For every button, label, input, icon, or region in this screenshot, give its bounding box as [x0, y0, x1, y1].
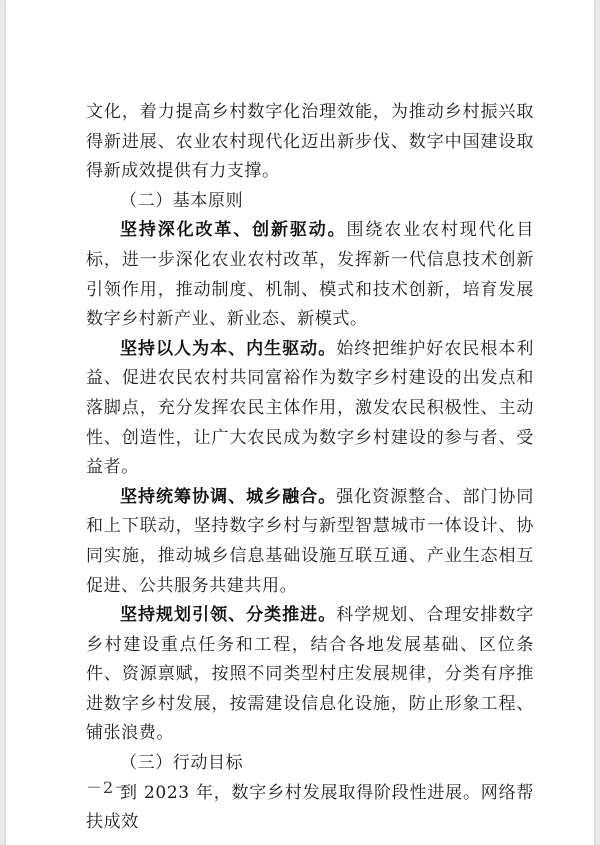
section-heading-basic-principles — [86, 187, 534, 217]
paragraph-lead: 坚持以人为本、内生驱动。 — [120, 338, 337, 359]
document-body — [86, 98, 534, 838]
paragraph-urban-rural-integration — [86, 483, 534, 601]
section-heading-action-goals — [86, 749, 534, 779]
page-number: －2－ — [86, 778, 132, 797]
paragraph-continuation — [86, 98, 534, 187]
paragraph-reform-innovation — [86, 216, 534, 334]
paragraph-lead: 坚持规划引领、分类推进。 — [120, 605, 337, 626]
paragraph-text: 到 2023 年，数字乡村发展取得阶段性进展。网络帮扶成效 — [86, 782, 534, 833]
paragraph-text: 文化，着力提高乡村数字化治理效能，为推动乡村振兴取得新进展、农业农村现代化迈出新步伐、数字中国建设取得新成效提供有力支撑。 — [86, 102, 534, 182]
paragraph-lead: 坚持深化改革、创新驱动。 — [120, 220, 347, 241]
heading-text: （三）行动目标 — [120, 753, 244, 774]
paragraph-lead: 坚持统筹协调、城乡融合。 — [120, 486, 337, 507]
paragraph-text: 强化资源整合、部门协同和上下联动，坚持数字乡村与新型智慧城市一体设计、协同实施，推动城乡信息基础设施互联互通、产业生态相互促进、公共服务共建共用。 — [86, 486, 534, 596]
heading-text: （二）基本原则 — [120, 190, 244, 211]
paragraph-text: 科学规划、合理安排数字乡村建设重点任务和工程，结合各地发展基础、区位条件、资源禀赋，按照不同类型村庄发展规律，分类有序推进数字乡村发展，按需建设信息化设施，防止形象工程、铺张浪费。 — [86, 605, 534, 744]
paragraph-text: 始终把维护好农民根本利益、促进农民农村共同富裕作为数字乡村建设的出发点和落脚点，充分发挥农民主体作用，激发农民积极性、主动性、创造性，让广大农民成为数字乡村建设的参与者、受益者。 — [86, 338, 534, 478]
paragraph-planning-guidance — [86, 601, 534, 749]
document-page — [6, 0, 594, 845]
paragraph-text: 围绕农业农村现代化目标，进一步深化农业农村改革，发挥新一代信息技术创新引领作用，推动制度、机制、模式和技术创新，培育发展数字乡村新产业、新业态、新模式。 — [86, 220, 534, 330]
paragraph-goals-2023 — [86, 779, 534, 838]
paragraph-people-oriented — [86, 335, 534, 483]
